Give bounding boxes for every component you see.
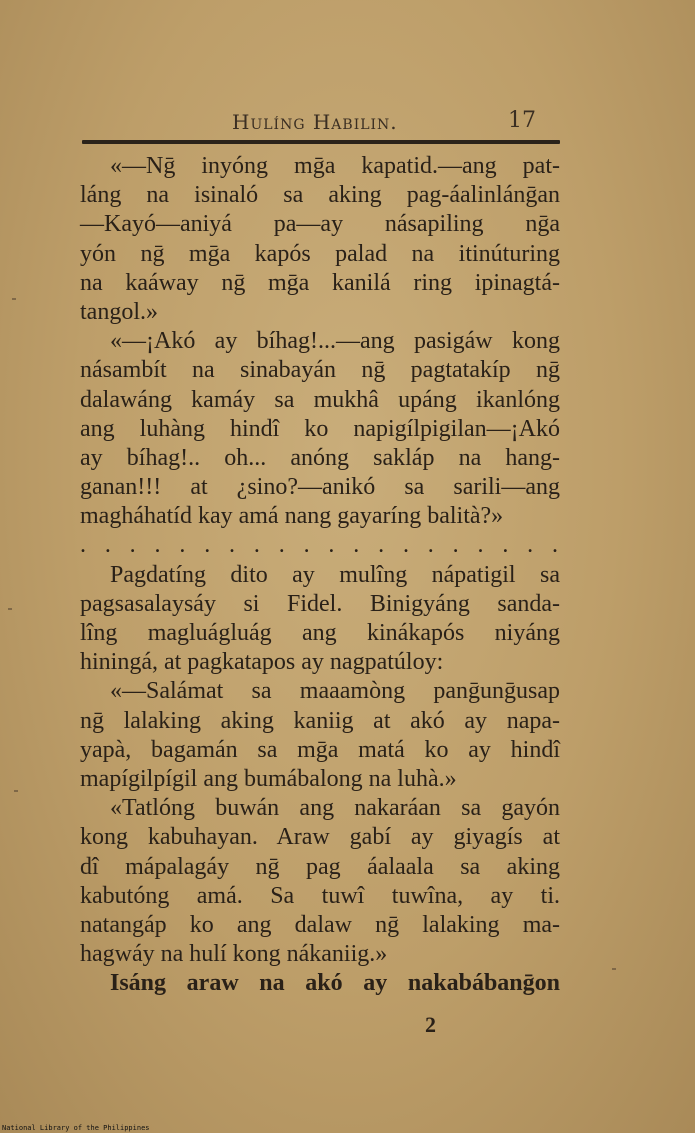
body-text bbox=[80, 152, 560, 998]
signature-mark: 2 bbox=[425, 1012, 436, 1037]
text-line: kabutóng amá. Sa tuwî tuwîna, ay ti. bbox=[80, 882, 560, 909]
text-line: ang luhàng hindî ko napigílpigilan—¡Akó bbox=[80, 415, 560, 442]
paper-speck bbox=[14, 790, 18, 792]
text-line: «Tatlóng buwán ang nakaráan sa gayón bbox=[110, 795, 560, 822]
paper-speck bbox=[612, 968, 616, 970]
text-line: «—Nḡ inyóng mḡa kapatid.—ang pat- bbox=[110, 153, 560, 179]
text-line: Isáng araw na akó ay nakabábanḡon bbox=[110, 970, 560, 997]
page-number: 17 bbox=[508, 108, 536, 133]
paper-speck bbox=[12, 298, 16, 300]
text-line: nḡ lalaking aking kaniig at akó ay napa- bbox=[80, 707, 560, 734]
text-line: násambít na sinabayán nḡ pagtatakíp nḡ bbox=[80, 357, 560, 384]
text-line: magháhatíd kay amá nang gayaríng balità?» bbox=[80, 503, 504, 530]
text-line: —Kayó—aniyá pa—ay násapiling nḡa bbox=[80, 211, 560, 238]
text-line: láng na isinaló sa aking pag-áalinlánḡan bbox=[80, 182, 560, 209]
header-rule bbox=[82, 140, 560, 144]
text-line: pagsasalaysáy si Fidel. Binigyáng sanda- bbox=[80, 590, 560, 617]
text-line: natangáp ko ang dalaw nḡ lalaking ma- bbox=[80, 911, 560, 938]
text-line: ay bíhag!.. oh... anóng sakláp na hang- bbox=[80, 444, 560, 471]
ellipsis-line: . . . . . . . . . . . . . . . . . . . . bbox=[80, 532, 560, 559]
text-line: dî mápalagáy nḡ pag áalaala sa aking bbox=[80, 853, 560, 880]
text-line: Pagdatíng dito ay mulîng nápatigil sa bbox=[110, 561, 560, 588]
text-line: dalawáng kamáy sa mukhâ upáng ikanlóng bbox=[80, 386, 560, 413]
text-line: yapà, bagamán sa mḡa matá ko ay hindî bbox=[80, 736, 560, 763]
running-title: Hulíng Habilin. bbox=[232, 110, 398, 134]
text-line: hiningá, at pagkatapos ay nagpatúloy: bbox=[80, 649, 444, 676]
page-header bbox=[80, 104, 560, 138]
text-line: hagwáy na hulí kong nákaniig.» bbox=[80, 941, 388, 968]
paper-speck bbox=[8, 608, 12, 610]
text-line: «—¡Akó ay bíhag!...—ang pasigáw kong bbox=[110, 328, 560, 355]
text-line: tangol.» bbox=[80, 298, 158, 325]
text-line: ganan!!! at ¿sino?—anikó sa sarili—ang bbox=[80, 474, 560, 501]
text-line: kong kabuhayan. Araw gabí ay giyagís at bbox=[80, 824, 560, 851]
library-footer: National Library of the Philippines bbox=[2, 1124, 150, 1132]
text-line: «—Salámat sa maaamòng panḡunḡusap bbox=[110, 678, 560, 705]
text-line: lîng magluágluág ang kinákapós niyáng bbox=[80, 620, 560, 646]
text-line: mapígilpígil ang bumábalong na luhà.» bbox=[80, 765, 457, 792]
text-line: na kaáway nḡ mḡa kanilá ring ipinagtá- bbox=[80, 269, 560, 296]
text-line: yón nḡ mḡa kapós palad na itinúturing bbox=[80, 240, 560, 267]
